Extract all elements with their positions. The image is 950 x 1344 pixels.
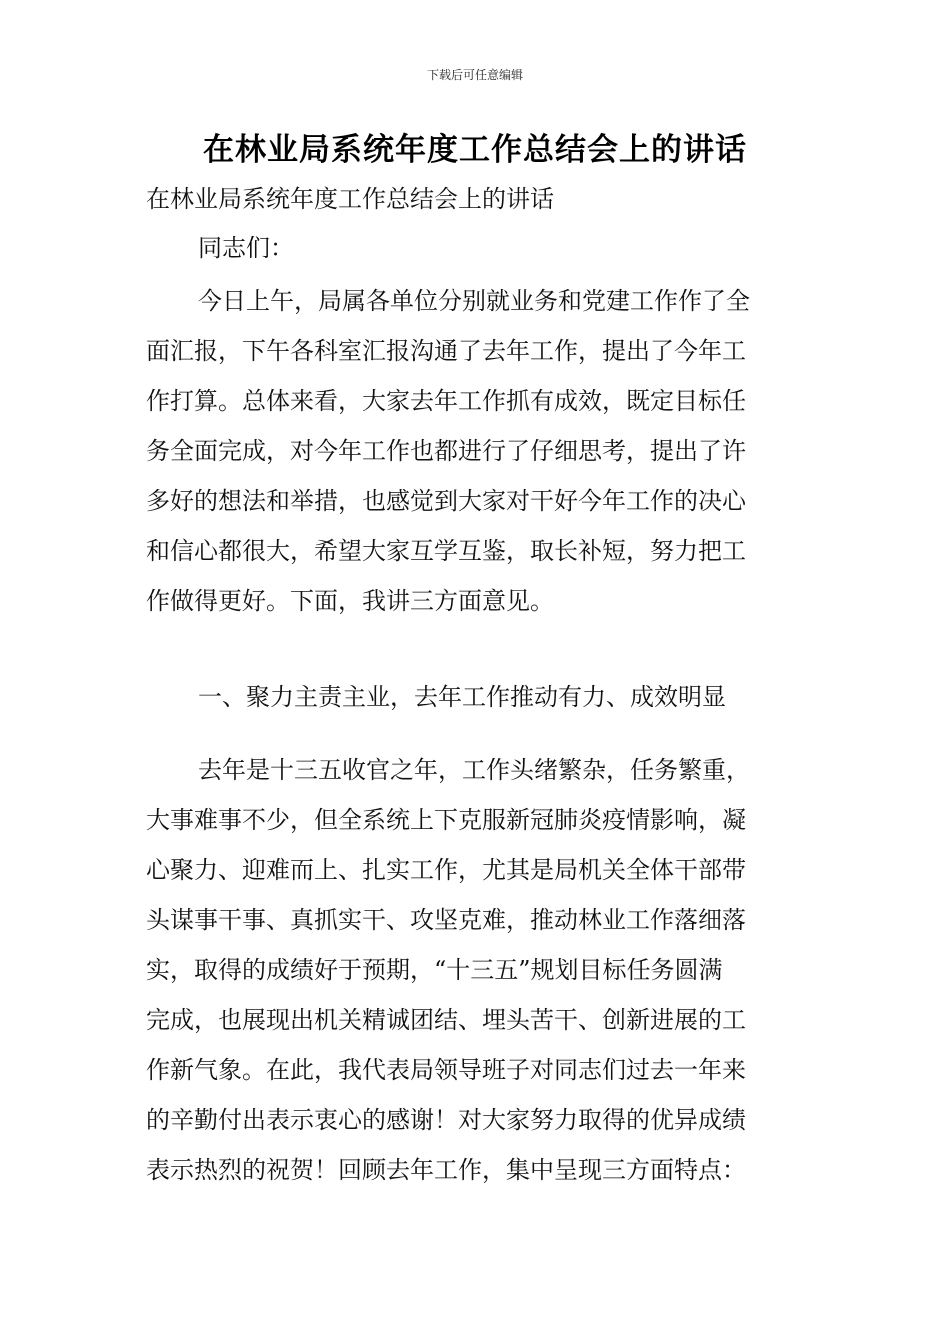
paragraph-line: 作新气象。在此，我代表局领导班子对同志们过去一年来 [146, 1056, 746, 1084]
paragraph-line: 今日上午，局属各单位分别就业务和党建工作作了全 [198, 287, 750, 315]
header-note: 下载后可任意编辑 [426, 68, 523, 82]
paragraph-line: 实，取得的成绩好于预期，“十三五”规划目标任务圆满 [146, 956, 723, 984]
paragraph-line: 表示热烈的祝贺！回顾去年工作，集中呈现三方面特点： [146, 1156, 746, 1184]
paragraph-line: 心聚力、迎难而上、扎实工作，尤其是局机关全体干部带 [146, 856, 746, 884]
paragraph-review [146, 745, 806, 1195]
paragraph-line: 完成，也展现出机关精诚团结、埋头苦干、创新进展的工 [146, 1006, 746, 1034]
paragraph-line: 作打算。总体来看，大家去年工作抓有成效，既定目标任 [146, 387, 746, 415]
paragraph-line: 头谋事干事、真抓实干、攻坚克难，推动林业工作落细落 [146, 906, 746, 934]
paragraph-line: 的辛勤付出表示衷心的感谢！对大家努力取得的优异成绩 [146, 1106, 746, 1134]
paragraph-line: 务全面完成，对今年工作也都进行了仔细思考，提出了许 [146, 437, 746, 465]
section-heading-1: 一、聚力主责主业，去年工作推动有力、成效明显 [198, 683, 726, 711]
document-subtitle: 在林业局系统年度工作总结会上的讲话 [146, 185, 554, 213]
paragraph-line: 作做得更好。下面，我讲三方面意见。 [146, 587, 554, 615]
salutation: 同志们： [198, 234, 294, 262]
paragraph-line: 去年是十三五收官之年，工作头绪繁杂，任务繁重， [198, 756, 750, 784]
paragraph-line: 面汇报，下午各科室汇报沟通了去年工作，提出了今年工 [146, 337, 746, 365]
paragraph-line: 和信心都很大，希望大家互学互鉴，取长补短，努力把工 [146, 537, 746, 565]
document-title: 在林业局系统年度工作总结会上的讲话 [203, 132, 747, 168]
paragraph-line: 多好的想法和举措，也感觉到大家对干好今年工作的决心 [146, 487, 746, 515]
paragraph-line: 大事难事不少，但全系统上下克服新冠肺炎疫情影响，凝 [146, 806, 746, 834]
paragraph-intro [146, 276, 806, 626]
